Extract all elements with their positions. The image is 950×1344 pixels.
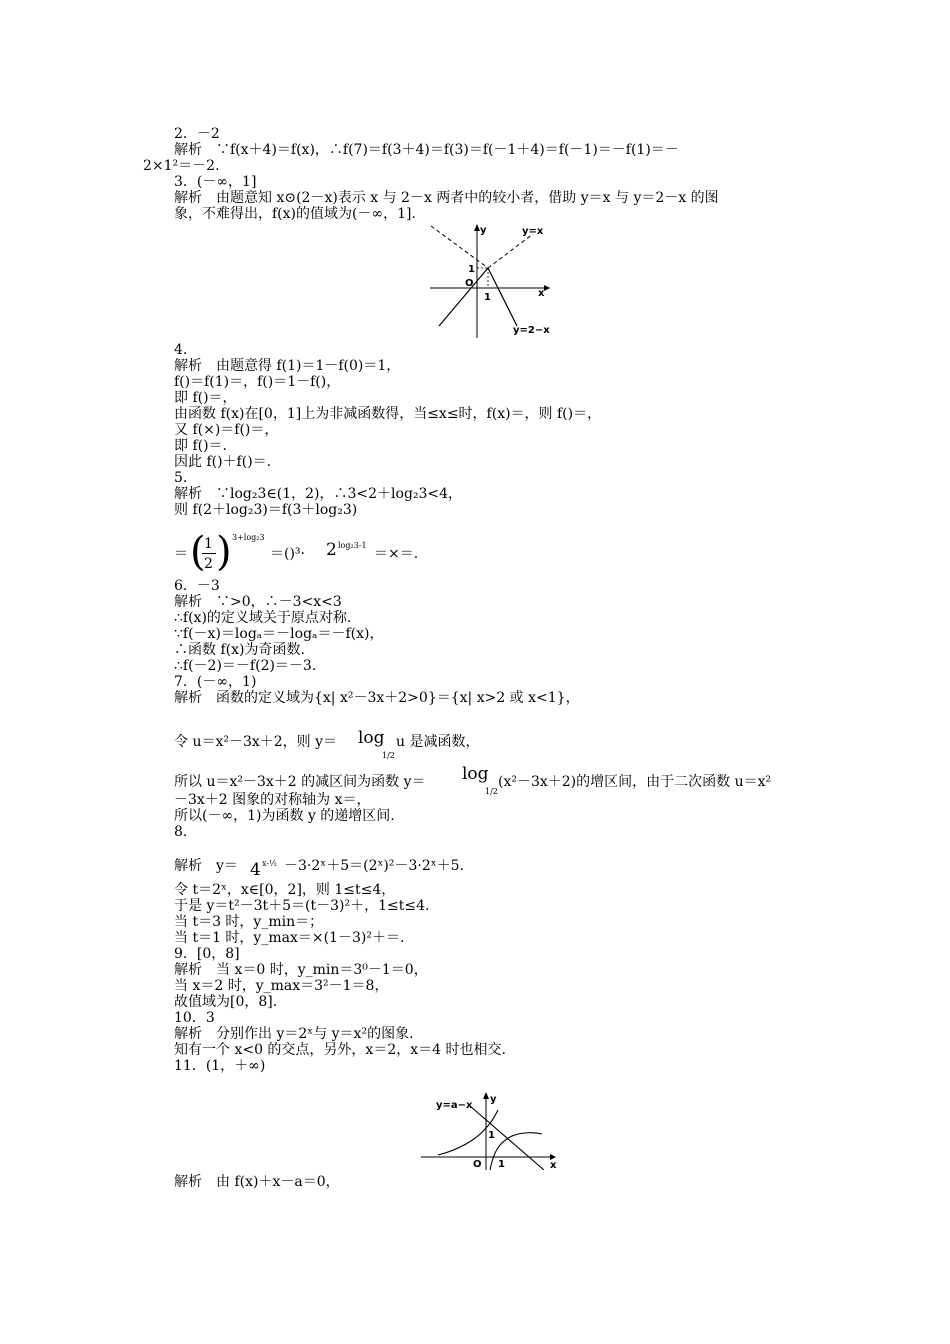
formula5-rest: ＝()³· <box>270 546 305 562</box>
fig3-one-y: 1 <box>468 264 475 275</box>
text-line: 又 f(×)＝f()＝， <box>174 422 279 438</box>
text-line: 因此 f()＋f()＝. <box>174 454 272 470</box>
text-line: 故值域为[0，8]. <box>174 994 278 1010</box>
fig3-line-y2x-label: y=2−x <box>513 325 550 336</box>
text-line: 10．3 <box>174 1010 215 1026</box>
text-line: 6．－3 <box>174 578 220 594</box>
fig11-y-label: y <box>490 1094 497 1105</box>
text-line: 即 f()＝， <box>174 390 237 406</box>
fig11-x-label: x <box>550 1160 557 1170</box>
text-line: 当 t＝1 时，y_max＝×(1－3)²＋＝. <box>174 930 405 946</box>
text-line: ∴函数 f(x)为奇函数. <box>174 642 305 658</box>
formula5-base: 2 <box>326 540 337 560</box>
text-line: 令 t＝2ˣ，x∈[0，2]，则 1≤t≤4， <box>174 882 396 898</box>
text-line: 7．(－∞，1) <box>174 674 257 690</box>
text-line: 4. <box>174 342 188 358</box>
fig11-one-x: 1 <box>498 1159 505 1170</box>
text-line: 解析 由题意得 f(1)＝1－f(0)＝1， <box>174 358 401 374</box>
formula5-exponent: 3+log₂3 <box>232 533 265 542</box>
text-line: 解析 分别作出 y＝2ˣ与 y＝x²的图象. <box>174 1026 414 1042</box>
text-line: 由函数 f(x)在[0，1]上为非减函数得，当≤x≤时，f(x)＝，则 f()＝， <box>174 406 602 422</box>
text-line: 当 t＝3 时，y_min＝； <box>174 914 324 930</box>
formula5-numerator: 1 <box>204 536 213 552</box>
fig11-origin-label: O <box>473 1159 482 1170</box>
text-line: 解析 ∵>0，∴－3<x<3 <box>174 594 342 610</box>
formula5-tail: ＝×＝. <box>374 546 419 562</box>
text-line: 解析 由题意知 x⊙(2－x)表示 x 与 2－x 两者中的较小者，借助 y＝x 与 y＝2－x 的图 <box>174 190 719 206</box>
text-line: 5. <box>174 470 188 486</box>
fig11-one-y: 1 <box>488 1130 495 1141</box>
document-page: 2．－2 解析 ∵f(x＋4)＝f(x)，∴f(7)＝f(3＋4)＝f(3)＝f(－1＋4)＝f(－1)＝－f(1)＝－ 2×1²＝－2. 3．(－∞，1] 解析 由题意知 x⊙(2－x)表示 x 与 2－x 两者中的较小者，借助 y＝x 与 y＝2－x 的图 象，不难得出，f(x)的值域为(－∞，1]. 4. 解析 由题意得 f(1)＝1－f(0)＝1， f()＝f(1)＝，f()＝1－f()， 即 f()＝， 由函数 f(x)在[0，1]上为非减函数得，当≤x≤时，f(x)＝，则 f()＝， 又 f(×)＝f()＝， 即 f()＝. 因此 f()＋f()＝. 5. 解析 ∵log₂3∈(1，2)，∴3<2＋log₂3<4， 则 f(2＋log₂3)＝f(3＋log₂3) 6．－3 解析 ∵>0，∴－3<x<3 ∴f(x)的定义域关于原点对称. ∵f(－x)＝logₐ＝－logₐ＝－f(x)， ∴函数 f(x)为奇函数. ∴f(－2)＝－f(2)＝－3. 7．(－∞，1) 解析 函数的定义域为{x| x²－3x＋2>0}＝{x| x>2 或 x<1}， －3x＋2 图象的对称轴为 x＝， 所以(－∞，1)为函数 y 的递增区间. 8. 令 t＝2ˣ，x∈[0，2]，则 1≤t≤4， 于是 y＝t²－3t＋5＝(t－3)²＋，1≤t≤4. 当 t＝3 时，y_min＝； 当 t＝1 时，y_max＝×(1－3)²＋＝. 9．[0，8] 解析 当 x＝0 时，y_min＝3⁰－1＝0， 当 x＝2 时，y_max＝3²－1＝8， 故值域为[0，8]. 10．3 解析 分别作出 y＝2ˣ与 y＝x²的图象. 知有一个 x<0 的交点，另外，x＝2，x＝4 时也相交. 11．(1，＋∞) 解析 由 f(x)＋x－a＝0， y x O 1 1 y=x y=2−x ＝ ( 1 2 ) 3+log₂3 ＝()³· 2 log₂3-1 ＝×＝. 令 u＝x²－3x＋2，则 y＝ log 1/2 u 是减函数， 所以 u＝x²－3x＋2 的减区间为函数 y＝ log 1/2 (x²－3x＋2)的增区间，由于二次函数 u＝x² 解析 y＝ 4 x-½ －3·2ˣ＋5＝(2ˣ)²－3·2ˣ＋5. y x O 1 1 y=a−x <box>143 126 772 1190</box>
text-line: f()＝f(1)＝，f()＝1－f()， <box>174 374 341 390</box>
figure-problem-11 <box>418 1090 563 1170</box>
formula5-exponent2: log₂3-1 <box>338 541 367 550</box>
text-line: 解析 ∵log₂3∈(1，2)，∴3<2＋log₂3<4， <box>174 486 463 502</box>
text-line: 2．－2 <box>174 126 220 142</box>
text-line: 象，不难得出，f(x)的值域为(－∞，1]. <box>174 206 416 222</box>
fig3-one-x: 1 <box>484 292 491 303</box>
fig3-origin-label: O <box>465 278 474 289</box>
text-line: 9．[0，8] <box>174 946 240 962</box>
fig3-y-label: y <box>480 225 487 236</box>
text-line: 11．(1，＋∞) <box>174 1058 266 1074</box>
text-line: 解析 当 x＝0 时，y_min＝3⁰－1＝0， <box>174 962 428 978</box>
fig3-line-yx-label: y=x <box>522 226 544 237</box>
formula5-denominator: 2 <box>204 556 213 572</box>
text-line: －3x＋2 图象的对称轴为 x＝， <box>174 792 371 808</box>
fig3-x-label: x <box>538 288 545 299</box>
text-line: 解析 由 f(x)＋x－a＝0， <box>174 1174 340 1190</box>
text-line: 解析 函数的定义域为{x| x²－3x＋2>0}＝{x| x>2 或 x<1}， <box>174 690 580 706</box>
text-line: 即 f()＝. <box>174 438 228 454</box>
text-line: 则 f(2＋log₂3)＝f(3＋log₂3) <box>174 502 358 518</box>
text-line: ∴f(x)的定义域关于原点对称. <box>174 610 352 626</box>
text-line: 当 x＝2 时，y_max＝3²－1＝8， <box>174 978 389 994</box>
text-line: ∴f(－2)＝－f(2)＝－3. <box>174 658 317 674</box>
text-line: 所以(－∞，1)为函数 y 的递增区间. <box>174 808 395 824</box>
text-line: 2×1²＝－2. <box>143 158 220 174</box>
text-line: 3．(－∞，1] <box>174 174 257 190</box>
text-line: 于是 y＝t²－3t＋5＝(t－3)²＋，1≤t≤4. <box>174 898 430 914</box>
text-line: 8. <box>174 824 188 840</box>
figure-problem-3 <box>425 220 560 340</box>
fig11-line-label: y=a−x <box>436 1100 473 1111</box>
text-line: 知有一个 x<0 的交点，另外，x＝2，x＝4 时也相交. <box>174 1042 506 1058</box>
text-line: 解析 ∵f(x＋4)＝f(x)，∴f(7)＝f(3＋4)＝f(3)＝f(－1＋4)＝f(－1)＝－f(1)＝－ <box>174 142 679 158</box>
text-line: ∵f(－x)＝logₐ＝－logₐ＝－f(x)， <box>174 626 384 642</box>
